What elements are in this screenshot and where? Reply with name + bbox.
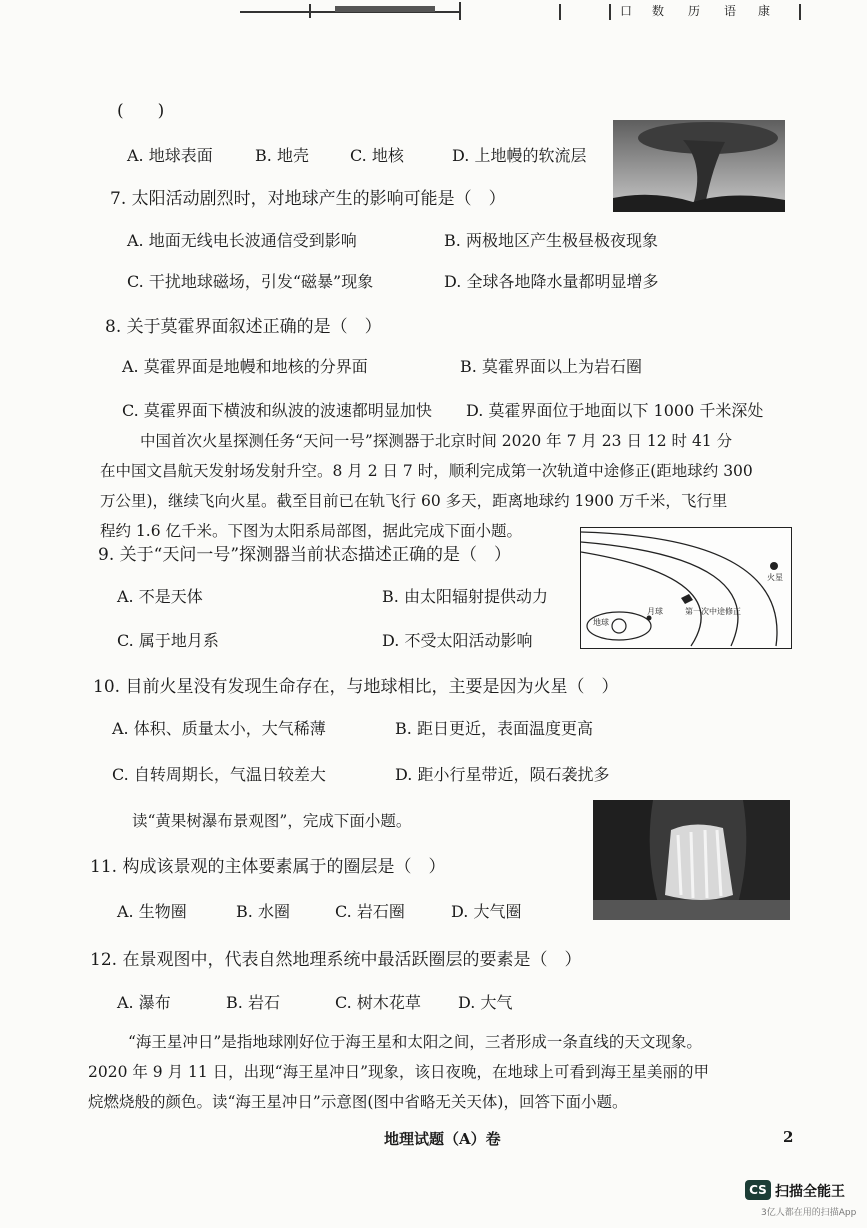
page-number: 2 bbox=[783, 1128, 794, 1146]
q7-option-c: C. 干扰地球磁场，引发“磁暴”现象 bbox=[127, 272, 374, 291]
q11-stem: 11. 构成该景观的主体要素属于的圈层是（ ） bbox=[90, 857, 446, 877]
q6-option-a: A. 地球表面 bbox=[127, 146, 213, 165]
waterfall-photo bbox=[593, 800, 790, 920]
read-waterfall-intro: 读“黄果树瀑布景观图”，完成下面小题。 bbox=[132, 812, 412, 830]
orbit-line bbox=[581, 542, 738, 646]
passage-line: 2020 年 9 月 11 日，出现“海王星冲日”现象，该日夜晚，在地球上可看到海王星美丽的甲 bbox=[88, 1063, 710, 1081]
q7-stem: 7. 太阳活动剧烈时，对地球产生的影响可能是（ ） bbox=[110, 189, 506, 209]
label-earth: 地球 bbox=[593, 618, 609, 627]
q7-option-d: D. 全球各地降水量都明显增多 bbox=[444, 272, 659, 291]
q12-option-b: B. 岩石 bbox=[226, 993, 280, 1012]
q10-option-a: A. 体积、质量太小，大气稀薄 bbox=[112, 719, 326, 738]
q12-stem: 12. 在景观图中，代表自然地理系统中最活跃圈层的要素是（ ） bbox=[90, 950, 582, 970]
cs-logo: CS bbox=[745, 1180, 771, 1200]
q8-stem: 8. 关于莫霍界面叙述正确的是（ ） bbox=[105, 317, 382, 337]
q9-option-d: D. 不受太阳活动影响 bbox=[382, 631, 533, 650]
passage-line: 程约 1.6 亿千米。下图为太阳系局部图，据此完成下面小题。 bbox=[100, 522, 523, 540]
passage-neptune bbox=[88, 1027, 808, 1117]
passage-line: 烷燃烧般的颜色。读“海王星冲日”示意图(图中省略无关天体)，回答下面小题。 bbox=[88, 1093, 628, 1111]
q6-option-c: C. 地核 bbox=[350, 146, 404, 165]
passage-line: 在中国文昌航天发射场发射升空。8 月 2 日 7 时，顺利完成第一次轨道中途修正(距地球约 300 bbox=[100, 462, 753, 480]
passage-line: 中国首次火星探测任务“天问一号”探测器于北京时间 2020 年 7 月 23 日 12 时 41 分 bbox=[140, 432, 733, 450]
q7-option-b: B. 两极地区产生极昼极夜现象 bbox=[444, 231, 658, 250]
eruption-photo-graphic bbox=[613, 120, 785, 212]
passage-line: 万公里)，继续飞向火星。截至目前已在轨飞行 60 多天，距离地球约 1900 万千米，飞行里 bbox=[100, 492, 728, 510]
q7-option-a: A. 地面无线电长波通信受到影响 bbox=[127, 231, 357, 250]
q12-option-a: A. 瀑布 bbox=[117, 993, 171, 1012]
passage-line: “海王星冲日”是指地球刚好位于海王星和太阳之间，三者形成一条直线的天文现象。 bbox=[128, 1033, 702, 1051]
header-strip bbox=[0, 0, 867, 22]
q12-option-d: D. 大气 bbox=[458, 993, 513, 1012]
q11-option-c: C. 岩石圈 bbox=[335, 902, 405, 921]
q11-option-b: B. 水圈 bbox=[236, 902, 290, 921]
q8-option-d: D. 莫霍界面位于地面以下 1000 千米深处 bbox=[466, 401, 764, 420]
header-label: 康 bbox=[758, 4, 771, 18]
header-label: 语 bbox=[724, 4, 737, 18]
footer-title: 地理试题（A）卷 bbox=[384, 1130, 501, 1148]
header-label: 数 bbox=[652, 4, 665, 18]
q10-option-b: B. 距日更近，表面温度更高 bbox=[395, 719, 593, 738]
q10-option-c: C. 自转周期长，气温日较差大 bbox=[112, 765, 326, 784]
q6-option-b: B. 地壳 bbox=[255, 146, 309, 165]
q9-option-b: B. 由太阳辐射提供动力 bbox=[382, 587, 548, 606]
q9-option-a: A. 不是天体 bbox=[117, 587, 203, 606]
earth-dot bbox=[612, 619, 626, 633]
prev-question-paren: ( ) bbox=[117, 101, 165, 121]
mars-dot bbox=[770, 562, 778, 570]
q11-option-a: A. 生物圈 bbox=[117, 902, 187, 921]
q10-stem: 10. 目前火星没有发现生命存在，与地球相比，主要是因为火星（ ） bbox=[93, 677, 619, 697]
q9-option-c: C. 属于地月系 bbox=[117, 631, 219, 650]
label-mars: 火星 bbox=[767, 573, 783, 582]
waterfall-photo-graphic bbox=[593, 800, 790, 920]
scanner-watermark bbox=[745, 1178, 861, 1222]
label-moon: 月球 bbox=[647, 607, 663, 616]
cs-app-name: 扫描全能王 bbox=[775, 1184, 845, 1200]
label-correction: 第一次中途修正 bbox=[685, 607, 741, 616]
q9-stem: 9. 关于“天问一号”探测器当前状态描述正确的是（ ） bbox=[98, 545, 512, 565]
orbit-diagram bbox=[580, 527, 792, 649]
header-strip-lines bbox=[0, 0, 867, 22]
eruption-photo bbox=[613, 120, 785, 212]
q12-option-c: C. 树木花草 bbox=[335, 993, 421, 1012]
q10-option-d: D. 距小行星带近，陨石袭扰多 bbox=[395, 765, 610, 784]
orbit-diagram-graphic bbox=[581, 528, 791, 648]
q8-option-b: B. 莫霍界面以上为岩石圈 bbox=[460, 357, 642, 376]
q6-option-d: D. 上地幔的软流层 bbox=[452, 146, 587, 165]
q8-option-a: A. 莫霍界面是地幔和地核的分界面 bbox=[122, 357, 368, 376]
header-label: 口 bbox=[620, 4, 633, 18]
orbit-line bbox=[581, 532, 777, 646]
q8-option-c: C. 莫霍界面下横波和纵波的波速都明显加快 bbox=[122, 401, 432, 420]
cs-tagline: 3亿人都在用的扫描App bbox=[761, 1208, 857, 1218]
header-label: 历 bbox=[688, 4, 701, 18]
probe-icon bbox=[681, 594, 693, 604]
q11-option-d: D. 大气圈 bbox=[451, 902, 522, 921]
